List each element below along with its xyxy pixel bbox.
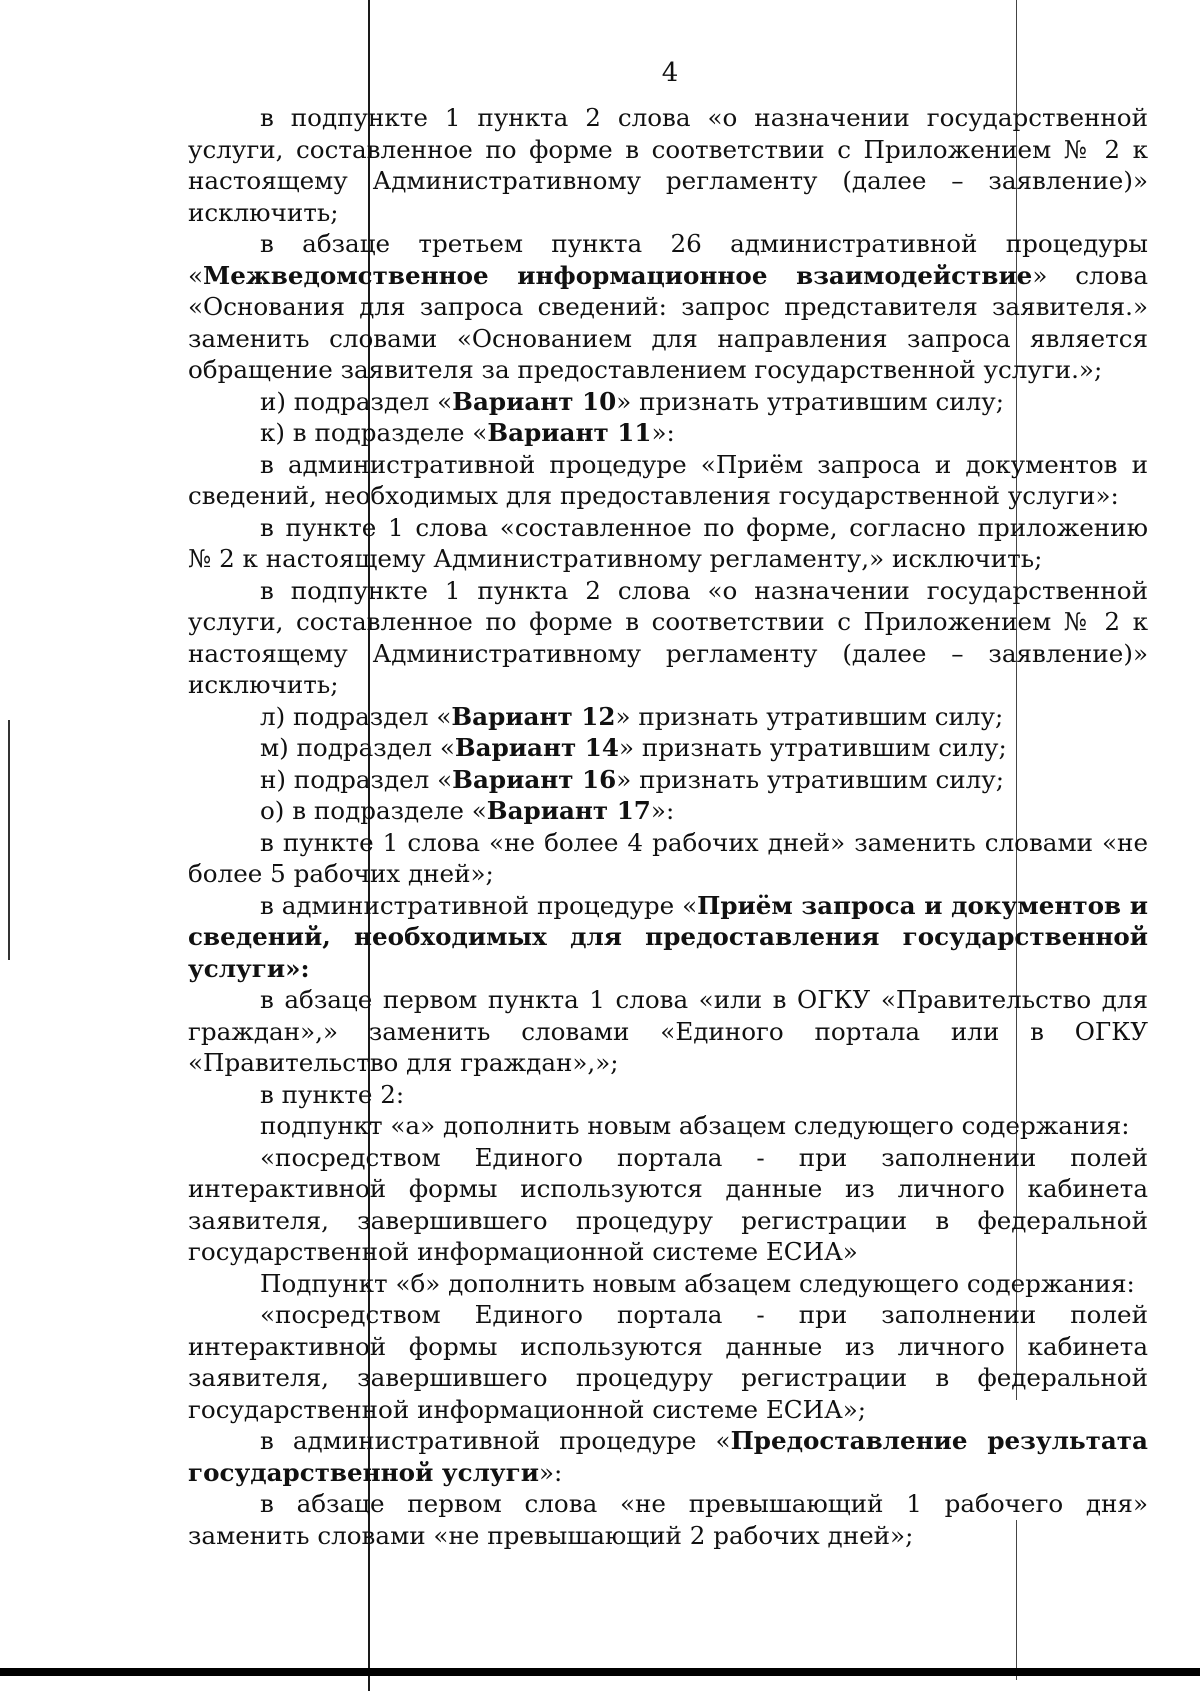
page-number: 4 [661,58,679,88]
paragraph: н) подраздел «Вариант 16» признать утратившим силу; [260,764,1005,794]
paragraph: м) подраздел «Вариант 14» признать утратившим силу; [260,733,1007,762]
paragraph: в административной процедуре «Предоставление результата государственной услуги»: [188,1426,1148,1487]
scan-bottom-edge [0,1668,1200,1676]
paragraph: Подпункт «б» дополнить новым абзацем следующего содержания: [260,1268,1135,1298]
paragraph: и) подраздел «Вариант 10» признать утратившим силу; [260,386,1005,416]
paragraph: в абзаце первом пункта 1 слова «или в ОГКУ «Правительство для граждан»,» заменить словами «Единого портала или в ОГКУ «Правительство для граждан»,»; [188,985,1148,1077]
paragraph: в пункте 2: [260,1079,405,1109]
scan-mark-margin [8,720,10,960]
paragraph: в административной процедуре «Приём запроса и документов и сведений, необходимых для предоставления государственной услуги»: [188,890,1148,983]
paragraph: «посредством Единого портала - при заполнении полей интерактивной формы используются данные из личного кабинета заявителя, завершившего процедуру регистрации в федеральной государственной информационной системе ЕСИА» [188,1142,1148,1266]
paragraph: в подпункте 1 пункта 2 слова «о назначении государственной услуги, составленное по форме в соответствии с Приложением № 2 к настоящему Административному регламенту (далее – заявление)» исключить; [188,575,1148,699]
paragraph: «посредством Единого портала - при заполнении полей интерактивной формы используются данные из личного кабинета заявителя, завершившего процедуру регистрации в федеральной государственной информационной системе ЕСИА»; [188,1300,1148,1424]
document-body [188,102,1148,1551]
paragraph: л) подраздел «Вариант 12» признать утратившим силу; [260,701,1004,731]
paragraph: в пункте 1 слова «составленное по форме, согласно приложению № 2 к настоящему Административному регламенту,» исключить; [188,512,1148,573]
paragraph: в абзаце третьем пункта 26 административной процедуры «Межведомственное информационное взаимодействие» слова «Основания для запроса сведений: запрос представителя заявителя.» заменить словами «Основанием для направления запроса является обращение заявителя за предоставлением государственной услуги.»; [188,229,1148,384]
paragraph: о) в подразделе «Вариант 17»: [260,796,675,825]
paragraph: в пункте 1 слова «не более 4 рабочих дней» заменить словами «не более 5 рабочих дней»; [188,827,1148,888]
paragraph: подпункт «а» дополнить новым абзацем следующего содержания: [260,1111,1130,1140]
paragraph: в подпункте 1 пункта 2 слова «о назначении государственной услуги, составленное по форме в соответствии с Приложением № 2 к настоящему Административному регламенту (далее – заявление)» исключить; [188,103,1148,227]
paragraph: к) в подразделе «Вариант 11»: [260,418,675,447]
paragraph: в административной процедуре «Приём запроса и документов и сведений, необходимых для предоставления государственной услуги»: [188,449,1148,510]
paragraph: в абзаце первом слова «не превышающий 1 рабочего дня» заменить словами «не превышающий 2 рабочих дней»; [188,1489,1148,1550]
